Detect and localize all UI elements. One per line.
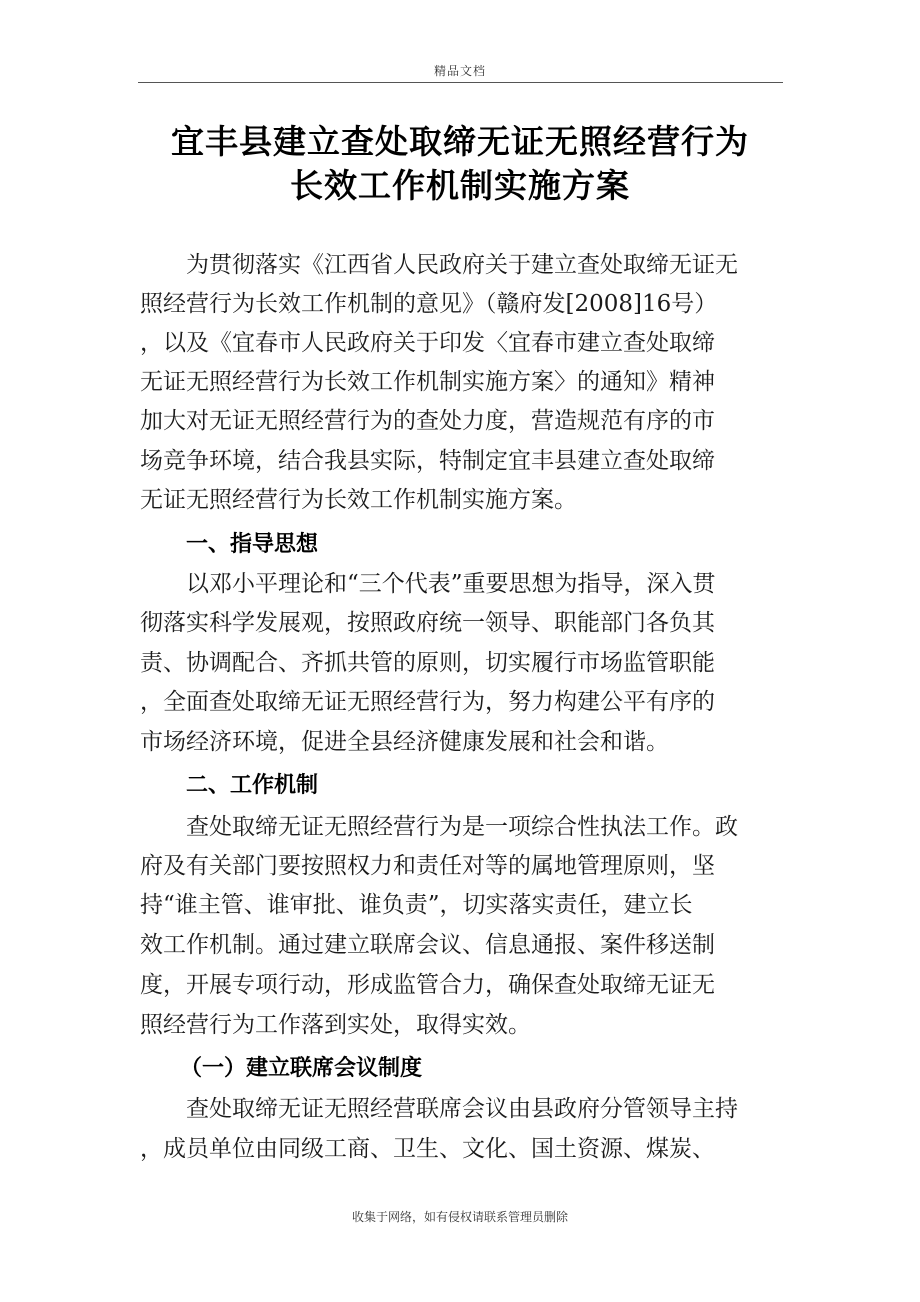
header-label: 精品文档 xyxy=(433,64,486,78)
intro-line: 照经营行为长效工作机制的意见》（赣府发[2008]16号） xyxy=(140,291,718,317)
section2-line: 照经营行为工作落到实处，取得实效。 xyxy=(140,1012,531,1038)
intro-line: 为贯彻落实《江西省人民政府关于建立查处取缔无证无 xyxy=(186,252,738,278)
subsection1-line: ，成员单位由同级工商、卫生、文化、国土资源、煤炭、 xyxy=(140,1136,715,1162)
intro-line: 场竞争环境，结合我县实际，特制定宜丰县建立查处取缔 xyxy=(140,448,715,474)
document-title-line-1: 宜丰县建立查处取缔无证无照经营行为 xyxy=(171,122,749,161)
section2-line: 持“谁主管、谁审批、谁负责”，切实落实责任，建立长 xyxy=(140,892,693,918)
section1-line: 以邓小平理论和“三个代表”重要思想为指导，深入贯 xyxy=(186,571,716,597)
footer-label: 收集于网络，如有侵权请联系管理员删除 xyxy=(351,1210,568,1224)
section2-line: 府及有关部门要按照权力和责任对等的属地管理原则，坚 xyxy=(140,853,715,879)
intro-line: 无证无照经营行为长效工作机制实施方案〉的通知》精神 xyxy=(140,369,715,395)
section-heading-work-mechanism: 二、工作机制 xyxy=(186,773,319,798)
document-title-line-2: 长效工作机制实施方案 xyxy=(290,166,630,205)
subsection-heading-joint-meeting: （一）建立联席会议制度 xyxy=(180,1056,423,1081)
section-heading-guiding-ideology: 一、指导思想 xyxy=(186,532,319,557)
section2-line: 效工作机制。通过建立联席会议、信息通报、案件移送制 xyxy=(140,932,715,958)
section1-line: ，全面查处取缔无证无照经营行为，努力构建公平有序的 xyxy=(140,689,715,715)
section1-line: 市场经济环境，促进全县经济健康发展和社会和谐。 xyxy=(140,729,669,755)
section2-line: 查处取缔无证无照经营行为是一项综合性执法工作。政 xyxy=(186,814,738,840)
section1-line: 责、协调配合、齐抓共管的原则，切实履行市场监管职能 xyxy=(140,650,715,676)
intro-line: 加大对无证无照经营行为的查处力度，营造规范有序的市 xyxy=(140,408,715,434)
subsection1-line: 查处取缔无证无照经营联席会议由县政府分管领导主持 xyxy=(186,1096,738,1122)
section2-line: 度，开展专项行动，形成监管合力，确保查处取缔无证无 xyxy=(140,972,715,998)
header-rule xyxy=(138,82,783,83)
section1-line: 彻落实科学发展观，按照政府统一领导、职能部门各负其 xyxy=(140,610,715,636)
intro-line: ，以及《宜春市人民政府关于印发〈宜春市建立查处取缔 xyxy=(140,330,715,356)
intro-line: 无证无照经营行为长效工作机制实施方案。 xyxy=(140,487,577,513)
